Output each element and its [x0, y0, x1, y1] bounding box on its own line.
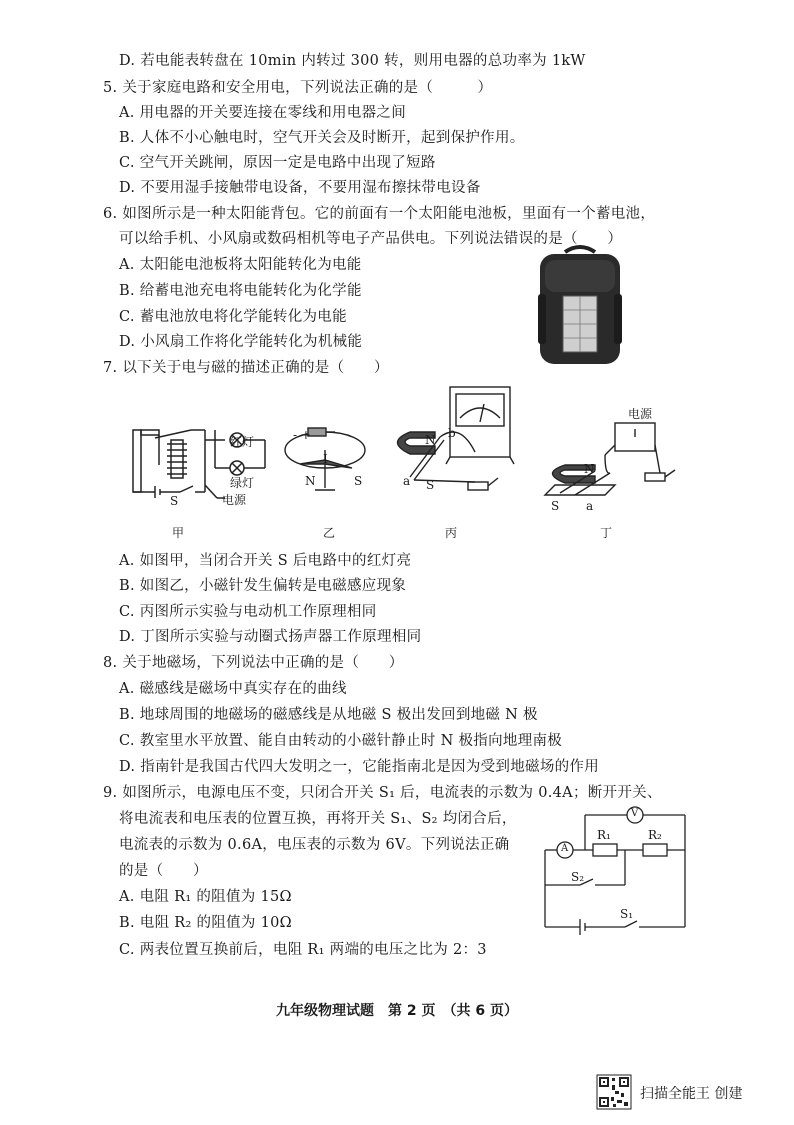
q6-option-a: A. 太阳能电池板将太阳能转化为电能: [119, 257, 362, 273]
label-minus-plus: - +: [293, 428, 311, 442]
figure-bing-induction: [380, 382, 520, 507]
q9-option-a: A. 电阻 R₁ 的阻值为 15Ω: [119, 889, 292, 905]
scanner-watermark: 扫描全能王 创建: [640, 1086, 743, 1102]
page-footer: 九年级物理试题 第 2 页 （共 6 页）: [276, 1003, 518, 1019]
q9-stem-cont-3: 的是（ ）: [119, 863, 208, 879]
q6-option-c: C. 蓄电池放电将化学能转化为电能: [119, 309, 347, 325]
caption-bing: 丙: [445, 526, 458, 540]
q5-option-c: C. 空气开关跳闸，原因一定是电路中出现了短路: [119, 155, 436, 171]
label-bing-b: b: [448, 426, 456, 440]
q9-stem-cont-2: 电流表的示数为 0.6A，电压表的示数为 6V。下列说法正确: [119, 837, 510, 853]
label-ding-a: a: [586, 499, 594, 513]
qr-code-icon: [597, 1075, 631, 1109]
q8-option-d: D. 指南针是我国古代四大发明之一，它能指南北是因为受到地磁场的作用: [119, 759, 600, 775]
q8-option-c: C. 教室里水平放置、能自由转动的小磁针静止时 N 极指向地理南极: [119, 733, 563, 749]
voltmeter-label: V: [631, 808, 639, 819]
q8-option-a: A. 磁感线是磁场中真实存在的曲线: [119, 681, 347, 697]
q9-stem: 9. 如图所示，电源电压不变，只闭合开关 S₁ 后，电流表的示数为 0.4A；断开开关、: [103, 785, 662, 801]
label-switch-s: S: [170, 494, 179, 508]
label-current-i: I: [323, 452, 328, 466]
q6-option-b: B. 给蓄电池充电将电能转化为化学能: [119, 283, 362, 299]
q9-circuit-diagram: [545, 805, 690, 935]
q7-option-c: C. 丙图所示实验与电动机工作原理相同: [119, 604, 377, 620]
q5-option-b: B. 人体不小心触电时，空气开关会及时断开，起到保护作用。: [119, 130, 525, 146]
s2-label: S₂: [571, 870, 585, 884]
q7-stem: 7. 以下关于电与磁的描述正确的是（ ）: [103, 360, 389, 376]
label-red-lamp: 红灯: [230, 435, 255, 449]
q5-option-d: D. 不要用湿手接触带电设备，不要用湿布擦抹带电设备: [119, 180, 481, 196]
q8-option-b: B. 地球周围的地磁场的磁感线是从地磁 S 极出发回到地磁 N 极: [119, 707, 538, 723]
ammeter-label: A: [561, 843, 569, 854]
q7-option-b: B. 如图乙，小磁针发生偏转是电磁感应现象: [119, 578, 407, 594]
q4-option-d: D. 若电能表转盘在 10min 内转过 300 转，则用电器的总功率为 1kW: [119, 53, 586, 69]
r1-label: R₁: [597, 828, 611, 842]
label-bing-s: S: [426, 478, 435, 492]
q6-stem: 6. 如图所示是一种太阳能背包。它的前面有一个太阳能电池板，里面有一个蓄电池，: [103, 206, 656, 222]
q5-option-a: A. 用电器的开关要连接在零线和用电器之间: [119, 105, 406, 121]
q7-option-a: A. 如图甲，当闭合开关 S 后电路中的红灯亮: [119, 553, 412, 569]
label-bing-n: N: [425, 433, 436, 447]
label-power: 电源: [222, 493, 247, 507]
q5-stem: 5. 关于家庭电路和安全用电，下列说法正确的是（ ）: [103, 80, 493, 96]
q6-stem-cont: 可以给手机、小风扇或数码相机等电子产品供电。下列说法错误的是（ ）: [119, 231, 623, 247]
s1-label: S₁: [620, 907, 634, 921]
caption-jia: 甲: [172, 526, 185, 540]
q8-stem: 8. 关于地磁场，下列说法中正确的是（ ）: [103, 655, 404, 671]
r2-label: R₂: [648, 828, 662, 842]
q9-option-c: C. 两表位置互换前后，电阻 R₁ 两端的电压之比为 2：3: [119, 942, 487, 958]
figure-ding-motor: [535, 415, 685, 510]
label-green-lamp: 绿灯: [230, 476, 255, 490]
solar-backpack-image: [535, 244, 625, 366]
label-bing-a: a: [403, 474, 411, 488]
q6-option-d: D. 小风扇工作将化学能转化为机械能: [119, 334, 363, 350]
caption-ding: 丁: [600, 526, 613, 540]
label-ding-s: S: [551, 499, 560, 513]
label-ding-n: N: [584, 462, 595, 476]
q9-stem-cont: 将电流表和电压表的位置互换，再将开关 S₁、S₂ 均闭合后，: [119, 811, 517, 827]
label-yi-n: N: [305, 474, 316, 488]
label-ding-power: 电源: [628, 407, 653, 421]
caption-yi: 乙: [323, 526, 336, 540]
q7-option-d: D. 丁图所示实验与动圈式扬声器工作原理相同: [119, 629, 422, 645]
label-yi-s: S: [354, 474, 363, 488]
q9-option-b: B. 电阻 R₂ 的阻值为 10Ω: [119, 915, 293, 931]
